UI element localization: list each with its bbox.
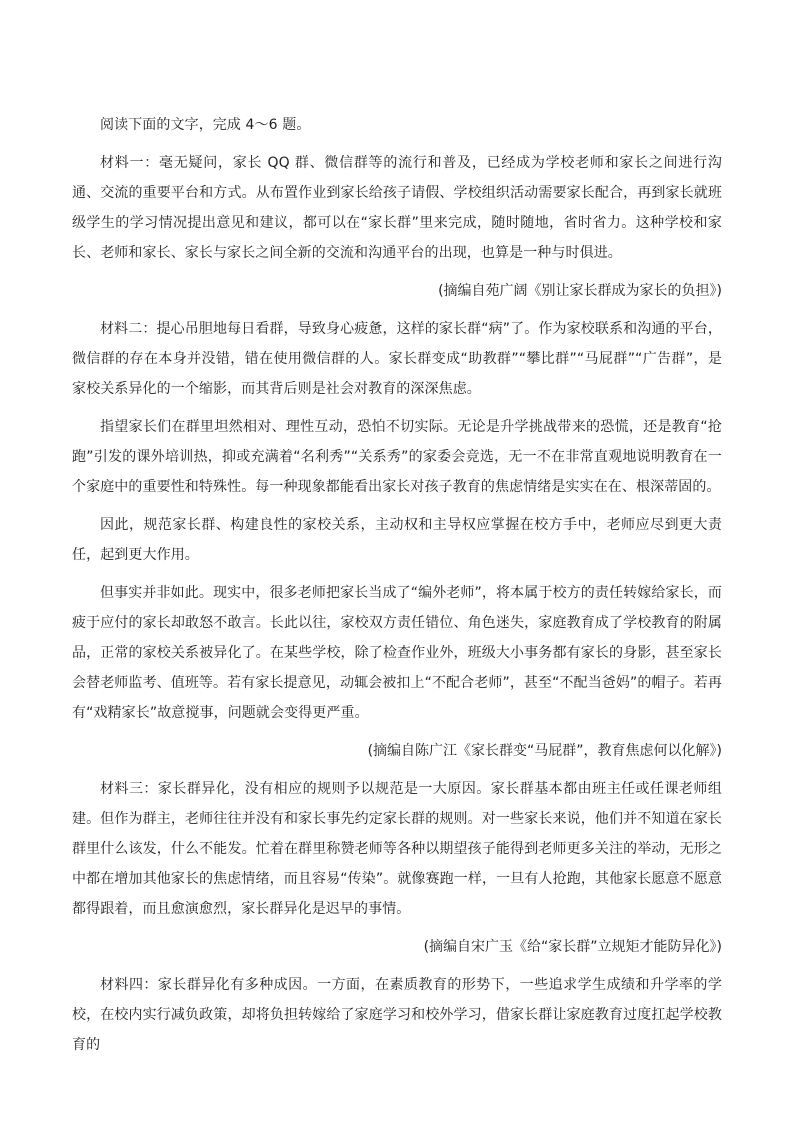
material-4-text: 材料四：家长群异化有多种成因。一方面，在素质教育的形势下，一些追求学生成绩和升学率的学校，在校内实行减负政策，却将负担转嫁给了家庭学习和校外学习，借家长群让家庭教育过度扛起学校教育的 bbox=[72, 977, 722, 1053]
reading-instruction: 阅读下面的文字，完成 4～6 题。 bbox=[100, 117, 311, 133]
material-2-source: (摘编自陈广江《家长群变“马屁群”，教育焦虑何以化解》) bbox=[367, 743, 722, 759]
material-1-text: 材料一：毫无疑问，家长 QQ 群、微信群等的流行和普及，已经成为学校老师和家长之间进行沟通、交流的重要平台和方式。从布置作业到家长给孩子请假、学校组织活动需要家长配合，再到家长就班级学生的学习情况提出意见和建议，都可以在“家长群”里来完成，随时随地，省时省力。这种学校和家长、老师和家长、家长与家长之间全新的交流和沟通平台的出现，也算是一种与时俱进。 bbox=[72, 155, 722, 261]
material-3-text: 材料三：家长群异化，没有相应的规则予以规范是一大原因。家长群基本都由班主任或任课老师组建。但作为群主，老师往往并没有和家长事先约定家长群的规则。对一些家长来说，他们并不知道在家长群里什么该发，什么不能发。忙着在群里称赞老师等各种以期望孩子能得到老师更多关注的举动，无形之中都在增加其他家长的焦虑情绪，而且容易“传染”。就像赛跑一样，一旦有人抢跑，其他家长愿意不愿意都得跟着，而且愈演愈烈，家长群异化是迟早的事情。 bbox=[72, 781, 722, 917]
document-page bbox=[72, 110, 722, 1060]
material-2-paragraph-4: 但事实并非如此。现实中，很多老师把家长当成了“编外老师”，将本属于校方的责任转嫁给家长，而疲于应付的家长却敢怒不敢言。长此以往，家校双方责任错位、角色迷失，家庭教育成了学校教育的附属品，正常的家校关系被异化了。在某些学校，除了检查作业外，班级大小事务都有家长的身影，甚至家长会替老师监考、值班等。若有家长提意见，动辄会被扣上“不配合老师”，甚至“不配当爸妈”的帽子。若再有“戏精家长”故意搅事，问题就会变得更严重。 bbox=[72, 585, 722, 721]
material-2-paragraph-1: 材料二：提心吊胆地每日看群，导致身心疲惫，这样的家长群“病”了。作为家校联系和沟通的平台，微信群的存在本身并没错，错在使用微信群的人。家长群变成“助教群”“攀比群”“马屁群”“广告群”，是家校关系异化的一个缩影，而其背后则是社会对教育的深深焦虑。 bbox=[72, 321, 722, 397]
material-1-source: (摘编自苑广阔《别让家长群成为家长的负担》) bbox=[438, 283, 722, 299]
material-2-paragraph-3: 因此，规范家长群、构建良性的家校关系，主动权和主导权应掌握在校方手中，老师应尽到更大责任，起到更大作用。 bbox=[72, 517, 722, 563]
material-3-source: (摘编自宋广玉《给“家长群”立规矩才能防异化》) bbox=[423, 939, 722, 955]
material-2-paragraph-2: 指望家长们在群里坦然相对、理性互动，恐怕不切实际。无论是升学挑战带来的恐慌，还是教育“抢跑”引发的课外培训热，抑或充满着“名利秀”“关系秀”的家委会竞选，无一不在非常直观地说明教育在一个家庭中的重要性和特殊性。每一种现象都能看出家长对孩子教育的焦虑情绪是实实在在、根深蒂固的。 bbox=[72, 419, 722, 495]
